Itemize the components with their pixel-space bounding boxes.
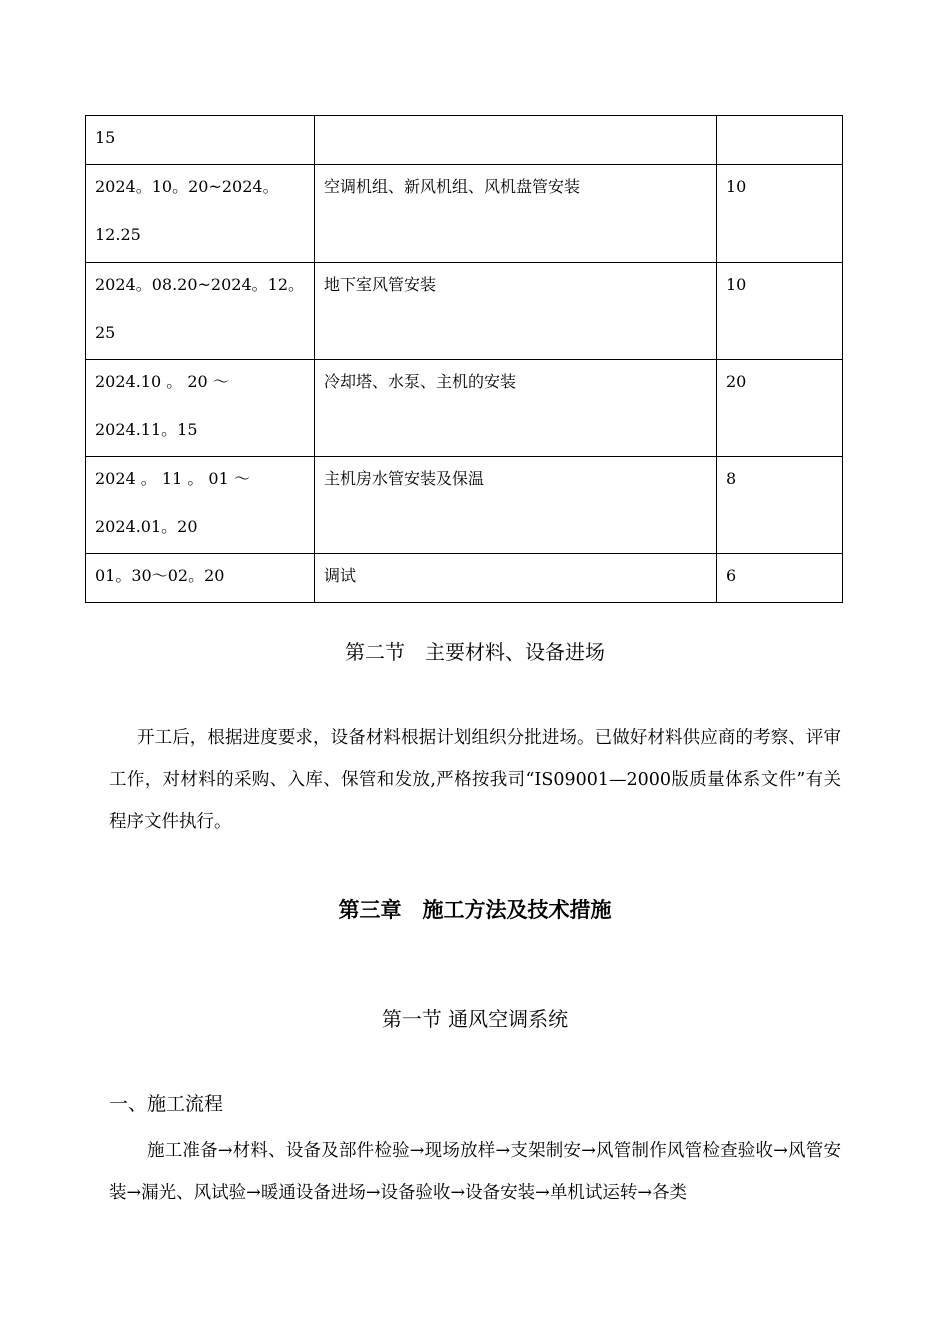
period-cell: 2024。08.20~2024。12。25 (86, 263, 315, 360)
table-row (86, 116, 843, 165)
table-row (86, 263, 843, 360)
period-cell: 15 (86, 116, 315, 165)
days-cell: 6 (717, 554, 843, 603)
schedule-table (85, 115, 843, 603)
subsection-heading: 一、施工流程 (109, 1093, 224, 1115)
table-row (86, 165, 843, 263)
process-paragraph: 施工准备→材料、设备及部件检验→现场放样→支架制安→风管制作风管检查验收→风管安装→漏光、风试验→暖通设备进场→设备验收→设备安装→单机试运转→各类 (109, 1141, 841, 1203)
days-cell: 10 (717, 263, 843, 360)
body-paragraph: 开工后，根据进度要求，设备材料根据计划组织分批进场。已做好材料供应商的考察、评审工作，对材料的采购、入库、保管和发放,严格按我司“IS09001—2000版质量体系文件”有关程序文件执行。 (109, 728, 841, 832)
task-cell: 调试 (315, 554, 717, 603)
days-cell: 10 (717, 165, 843, 263)
days-cell: 8 (717, 457, 843, 554)
task-cell: 空调机组、新风机组、风机盘管安装 (315, 165, 717, 263)
days-cell (717, 116, 843, 165)
task-cell: 冷却塔、水泵、主机的安装 (315, 360, 717, 457)
section-heading: 第二节 主要材料、设备进场 (345, 640, 605, 664)
period-cell: 2024 。 11 。 01 ～ 2024.01。20 (86, 457, 315, 554)
section-heading: 第一节 通风空调系统 (381, 1007, 569, 1031)
table-row (86, 554, 843, 603)
table-row (86, 457, 843, 554)
task-cell: 地下室风管安装 (315, 263, 717, 360)
task-cell: 主机房水管安装及保温 (315, 457, 717, 554)
task-cell (315, 116, 717, 165)
period-cell: 01。30～02。20 (86, 554, 315, 603)
chapter-heading: 第三章 施工方法及技术措施 (338, 897, 612, 922)
days-cell: 20 (717, 360, 843, 457)
table-row (86, 360, 843, 457)
period-cell: 2024.10 。 20 ～ 2024.11。15 (86, 360, 315, 457)
period-cell: 2024。10。20~2024。12.25 (86, 165, 315, 263)
